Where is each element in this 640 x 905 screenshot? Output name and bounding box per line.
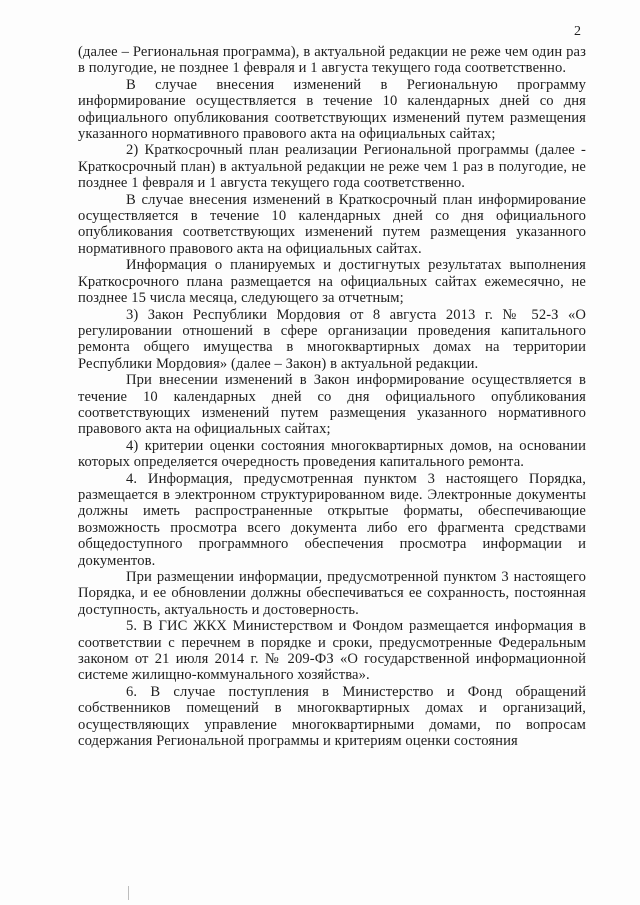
paragraph-9: 4. Информация, предусмотренная пунктом 3 настоящего Порядка, размещается в электронном структурированном виде. Электронные документы должны иметь распространенные открытые форматы, обеспечивающие возможность просмотра всего документа либо его фрагмента средствами общедоступного программного обеспечения просмотра информации и документов. <box>78 470 586 569</box>
paragraph-5: Информация о планируемых и достигнутых результатах выполнения Краткосрочного плана размещается на официальных сайтах ежемесячно, не позднее 15 числа месяца, следующего за отчетным; <box>78 257 586 307</box>
document-body <box>78 44 586 749</box>
scan-artifact-line <box>128 886 129 900</box>
paragraph-10: При размещении информации, предусмотренной пунктом 3 настоящего Порядка, и ее обновлении должны обеспечиваться ее сохранность, постоянная доступность, актуальность и достоверность. <box>78 569 586 618</box>
page-number: 2 <box>574 24 581 39</box>
paragraph-8: 4) критерии оценки состояния многоквартирных домов, на основании которых определяется очередность проведения капитального ремонта. <box>78 437 586 471</box>
paragraph-7: При внесении изменений в Закон информирование осуществляется в течение 10 календарных дней со дня официального опубликования соответствующих изменений путем размещения указанного нормативного правового акта на официальных сайтах; <box>78 372 586 438</box>
paragraph-1: (далее – Региональная программа), в актуальной редакции не реже чем один раз в полугодие, не позднее 1 февраля и 1 августа текущего года соответственно. <box>78 44 586 77</box>
paragraph-4: В случае внесения изменений в Краткосрочный план информирование осуществляется в течение 10 календарных дней со дня официального опубликования соответствующих изменений путем размещения указанного нормативного правового акта на официальных сайтах. <box>78 191 586 257</box>
paragraph-12: 6. В случае поступления в Министерство и Фонд обращений собственников помещений в многоквартирных домах и организаций, осуществляющих управление многоквартирными домами, по вопросам содержания Региональной программы и критериям оценки состояния <box>78 683 586 750</box>
paragraph-3: 2) Краткосрочный план реализации Региональной программы (далее - Краткосрочный план) в актуальной редакции не реже чем 1 раз в полугодие, не позднее 1 февраля и 1 августа текущего года соответственно. <box>78 142 586 192</box>
paragraph-11: 5. В ГИС ЖКХ Министерством и Фондом размещается информация в соответствии с перечнем в порядке и сроки, предусмотренные Федеральным законом от 21 июля 2014 г. № 209-ФЗ «О государственной информационной системе жилищно-коммунального хозяйства». <box>78 618 586 684</box>
paragraph-2: В случае внесения изменений в Региональную программу информирование осуществляется в течение 10 календарных дней со дня официального опубликования соответствующих изменений путем размещения указанного нормативного правового акта на официальных сайтах; <box>78 76 586 143</box>
paragraph-6: 3) Закон Республики Мордовия от 8 августа 2013 г. № 52-З «О регулировании отношений в сфере организации проведения капитального ремонта общего имущества в многоквартирных домах на территории Республики Мордовия» (далее – Закон) в актуальной редакции. <box>78 306 586 372</box>
